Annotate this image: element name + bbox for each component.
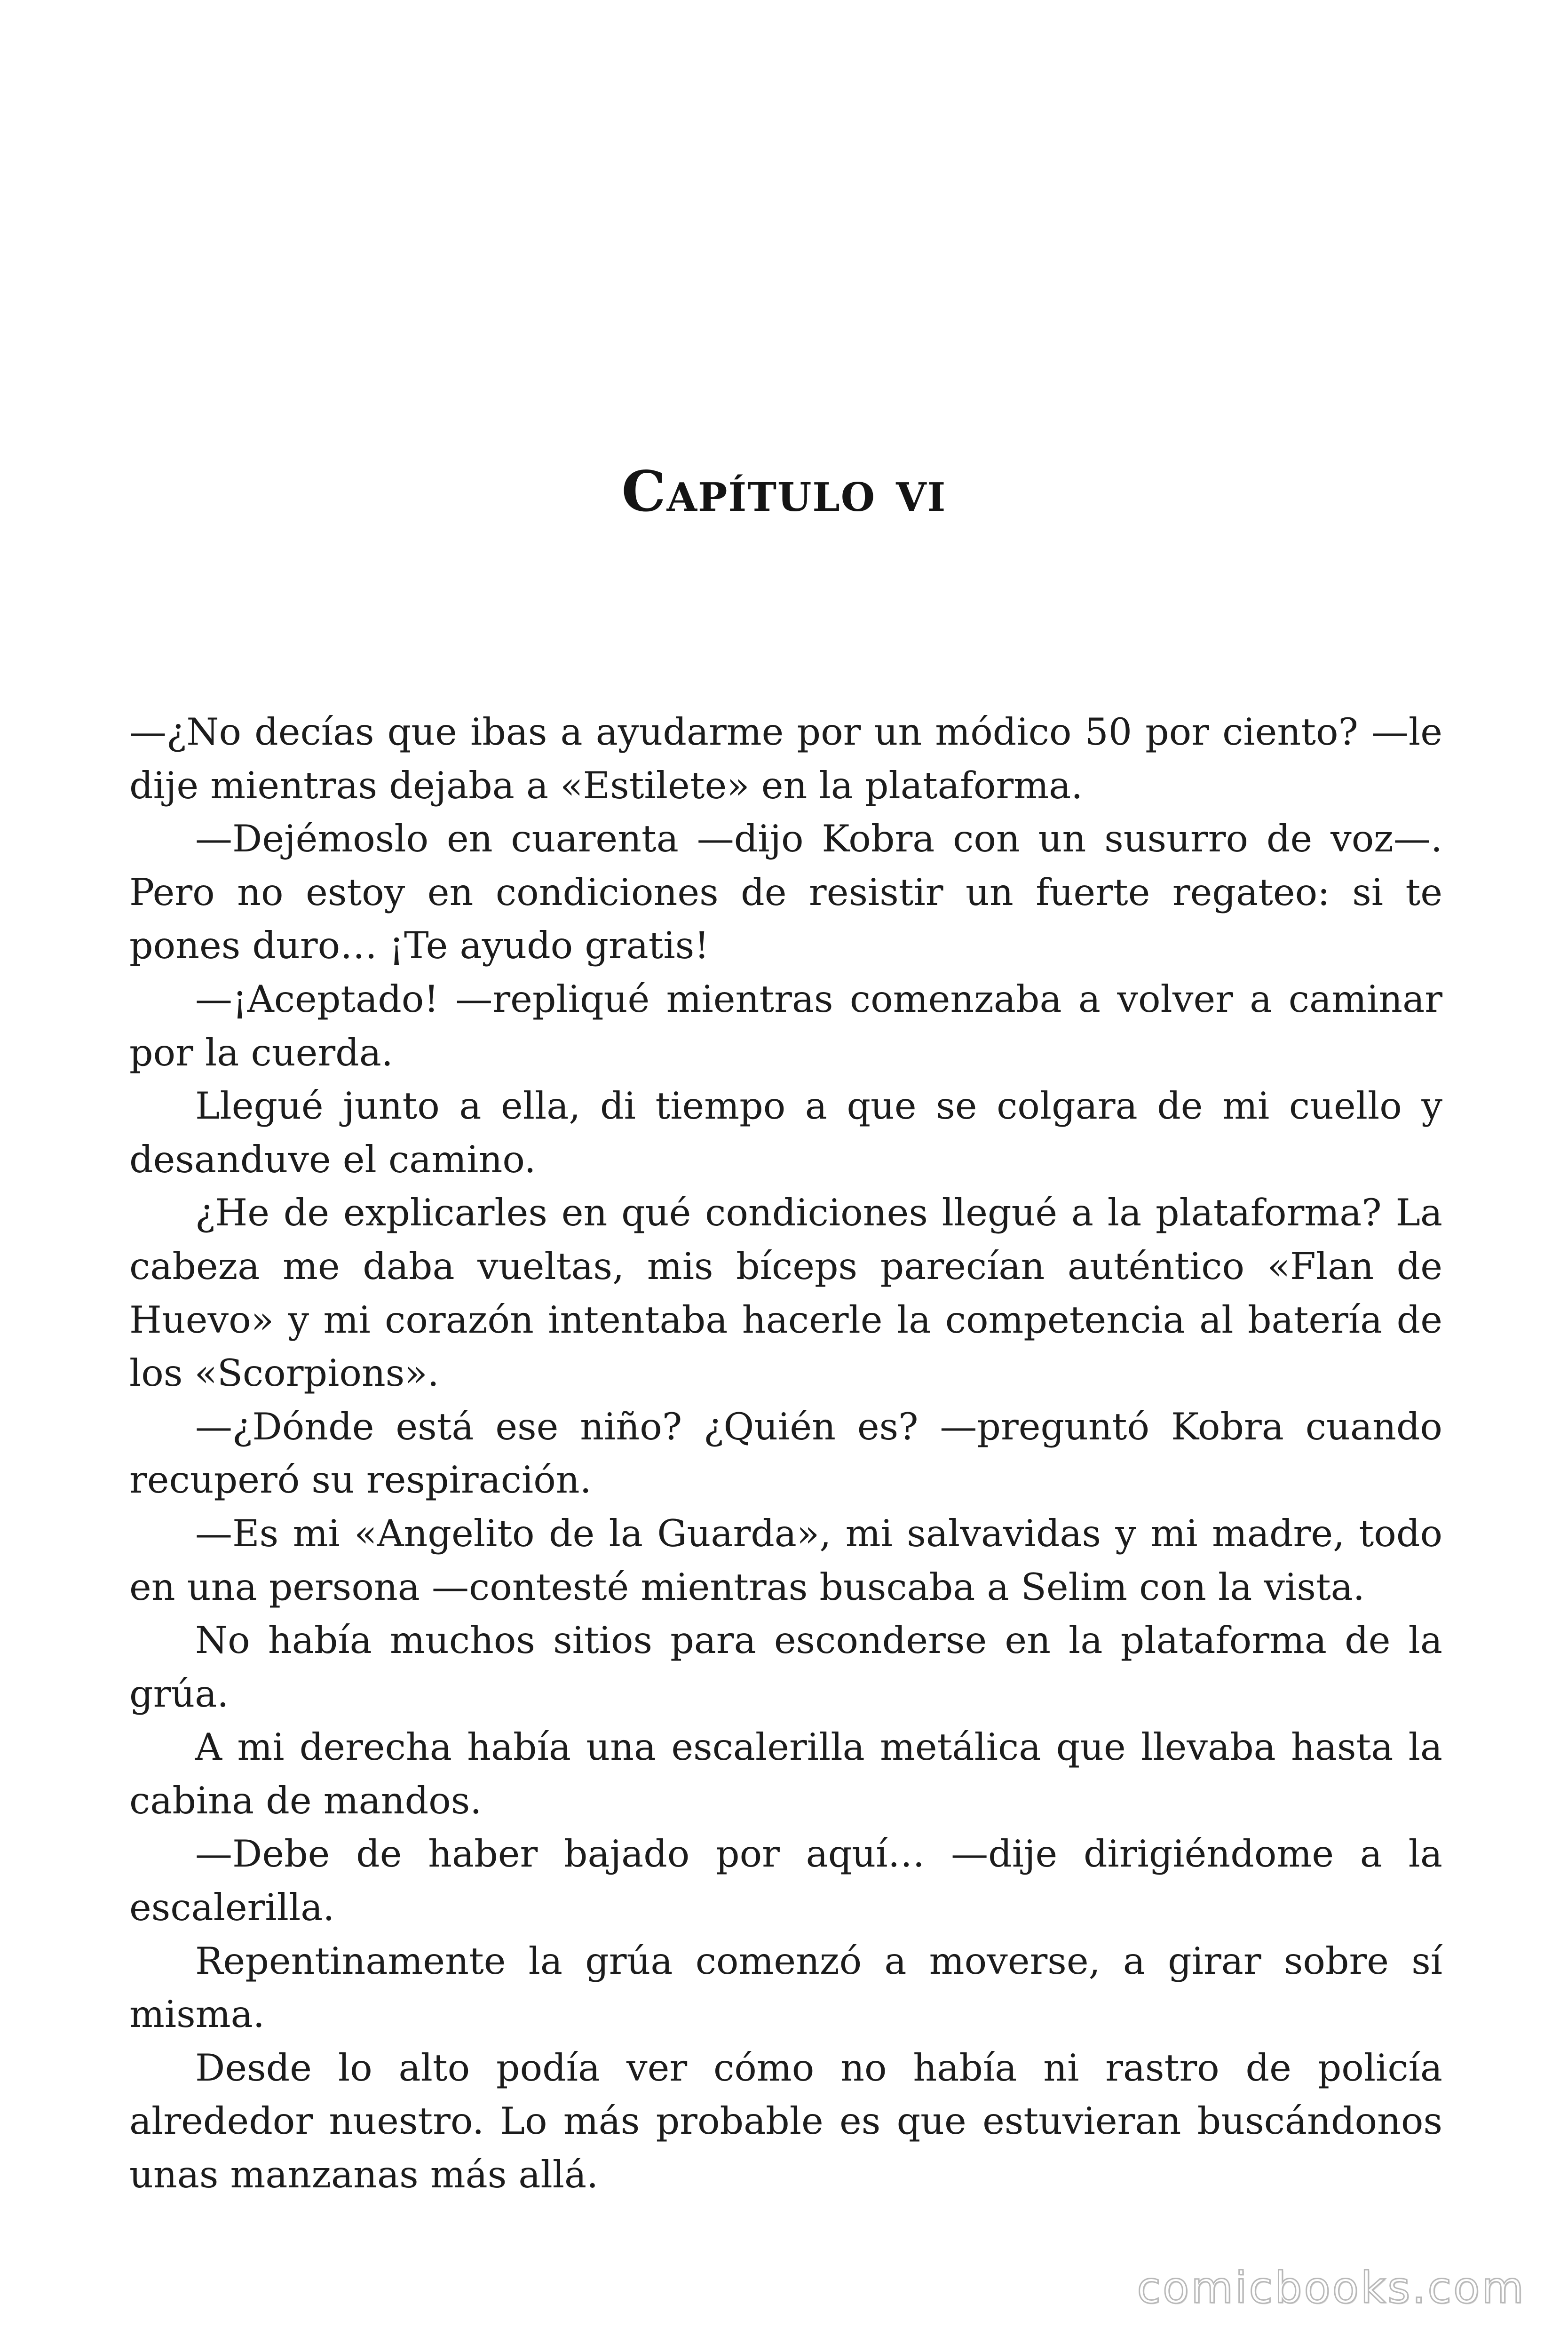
paragraph-1: —¿No decías que ibas a ayudarme por un módico 50 por ciento? —le dije mientras dejaba a «Estilete» en la plataforma. [129,710,1442,807]
paragraph-4: Llegué junto a ella, di tiempo a que se colgara de mi cuello y desanduve el camino. [129,1084,1442,1181]
chapter-title [0,459,1568,524]
paragraph-8: No había muchos sitios para esconderse en la plataforma de la grúa. [129,1619,1442,1716]
chapter-title-text: Capítulo vi [621,459,947,524]
paragraph-12: Desde lo alto podía ver cómo no había ni rastro de policía alrededor nuestro. Lo más probable es que estuvieran buscándonos unas manzanas más allá. [129,2046,1442,2197]
chapter-body [129,706,1442,2202]
paragraph-7: —Es mi «Angelito de la Guarda», mi salvavidas y mi madre, todo en una persona —contesté mientras buscaba a Selim con la vista. [129,1511,1442,1609]
paragraph-10: —Debe de haber bajado por aquí… —dije dirigiéndome a la escalerilla. [129,1832,1442,1930]
paragraph-9: A mi derecha había una escalerilla metálica que llevaba hasta la cabina de mandos. [129,1725,1442,1822]
paragraph-11: Repentinamente la grúa comenzó a moverse, a girar sobre sí misma. [129,1939,1442,2036]
watermark-logo: comicbooks.com [1137,2263,1526,2313]
paragraph-6: —¿Dónde está ese niño? ¿Quién es? —preguntó Kobra cuando recuperó su respiración. [129,1405,1442,1502]
paragraph-2: —Dejémoslo en cuarenta —dijo Kobra con un susurro de voz—. Pero no estoy en condiciones de resistir un fuerte regateo: si te pones duro… ¡Te ayudo gratis! [129,817,1442,968]
paragraph-3: —¡Aceptado! —repliqué mientras comenzaba a volver a caminar por la cuerda. [129,977,1442,1074]
paragraph-5: ¿He de explicarles en qué condiciones llegué a la plataforma? La cabeza me daba vueltas, mis bíceps parecían auténtico «Flan de Huevo» y mi corazón intentaba hacerle la competencia al batería de los «Scorpions». [129,1191,1442,1395]
